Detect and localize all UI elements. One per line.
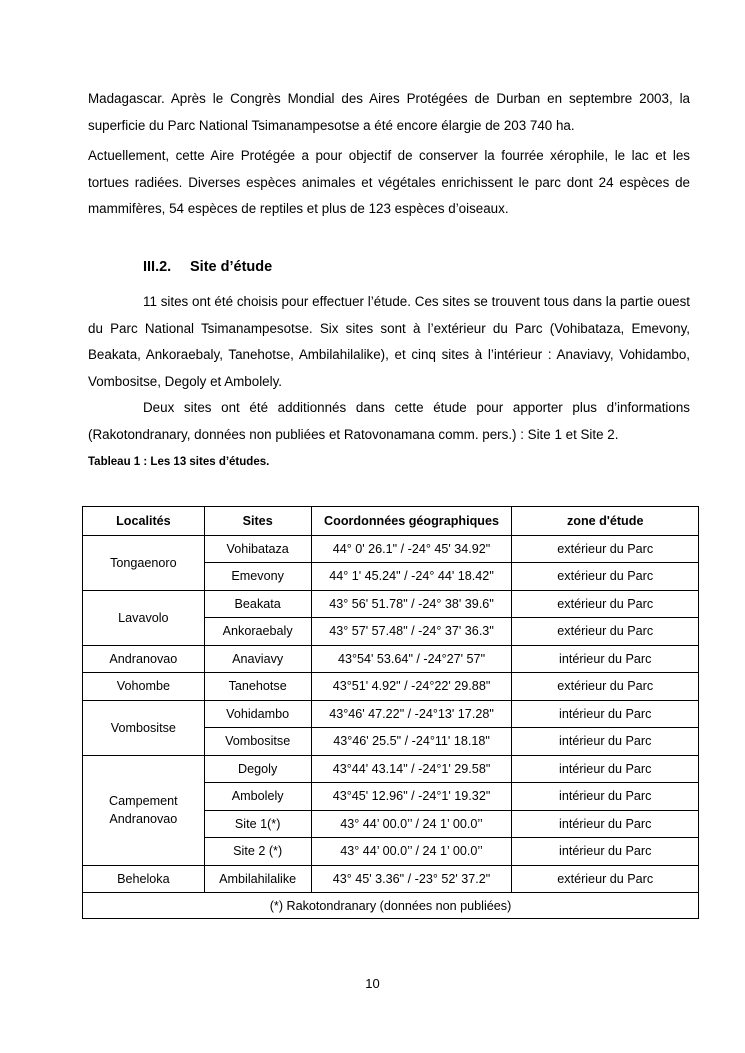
locality-cell: Beheloka [83, 865, 205, 893]
zone-cell: intérieur du Parc [512, 810, 699, 838]
header-sites: Sites [204, 507, 311, 536]
zone-cell: extérieur du Parc [512, 563, 699, 591]
locality-cell: Lavavolo [83, 590, 205, 645]
section-number: III.2. [143, 259, 172, 275]
paragraph-intro-continuation: Madagascar. Après le Congrès Mondial des Aires Protégées de Durban en septembre 2003, la superficie du Parc National Tsimanampesotse a été encore élargie de 203 740 ha. [88, 91, 690, 133]
table-footnote-row [83, 893, 699, 919]
coords-cell: 44° 1' 45.24" / -24° 44' 18.42" [311, 563, 512, 591]
table-row [83, 755, 699, 783]
locality-line: Andranovao [109, 812, 178, 826]
zone-cell: intérieur du Parc [512, 838, 699, 866]
coords-cell: 43°51' 4.92" / -24°22' 29.88" [311, 673, 512, 701]
locality-cell: Vombositse [83, 700, 205, 755]
coords-cell: 43°46' 25.5" / -24°11' 18.18" [311, 728, 512, 756]
coords-cell: 43°46' 47.22" / -24°13' 17.28" [311, 700, 512, 728]
site-cell: Degoly [204, 755, 311, 783]
site-cell: Ankoraebaly [204, 618, 311, 646]
table-row [83, 673, 699, 701]
table-row [83, 535, 699, 563]
table-row [83, 700, 699, 728]
locality-cell: Tongaenoro [83, 535, 205, 590]
zone-cell: extérieur du Parc [512, 535, 699, 563]
table-row [83, 865, 699, 893]
table-row [83, 645, 699, 673]
coords-cell: 43°44' 43.14" / -24°1' 29.58" [311, 755, 512, 783]
paragraph-objectives: Actuellement, cette Aire Protégée a pour objectif de conserver la fourrée xérophile, le lac et les tortues radiées. Diverses espèces animales et végétales enrichissent le parc dont 24 espèces de mammifères, 54 espèces de reptiles et plus de 123 espèces d’oiseaux. [88, 148, 690, 216]
table-row [83, 590, 699, 618]
site-cell: Vohidambo [204, 700, 311, 728]
table-header-row [83, 507, 699, 536]
header-coordinates: Coordonnées géographiques [311, 507, 512, 536]
paragraph-site-selection: 11 sites ont été choisis pour effectuer l’étude. Ces sites se trouvent tous dans la partie ouest du Parc National Tsimanampesotse. Six sites sont à l’extérieur du Parc (Vohibataza, Emevony, Beakata, Ankoraebaly, Tanehotse, Ambilahilalike), et cinq sites à l’intérieur : Anaviavy, Vohidambo, Vombositse, Degoly et Ambolely. [88, 294, 690, 389]
zone-cell: extérieur du Parc [512, 618, 699, 646]
site-cell: Vohibataza [204, 535, 311, 563]
header-localites: Localités [83, 507, 205, 536]
sites-table [82, 506, 699, 919]
table-footnote: (*) Rakotondranary (données non publiées) [83, 893, 699, 919]
zone-cell: intérieur du Parc [512, 645, 699, 673]
coords-cell: 43° 56' 51.78" / -24° 38' 39.6" [311, 590, 512, 618]
locality-cell [83, 755, 205, 865]
locality-cell: Andranovao [83, 645, 205, 673]
locality-line: Campement [109, 794, 178, 808]
site-cell: Ambilahilalike [204, 865, 311, 893]
site-cell: Tanehotse [204, 673, 311, 701]
page-number: 10 [365, 976, 380, 991]
coords-cell: 43°54' 53.64" / -24°27' 57" [311, 645, 512, 673]
site-cell: Anaviavy [204, 645, 311, 673]
site-cell: Emevony [204, 563, 311, 591]
coords-cell: 43° 57' 57.48" / -24° 37' 36.3" [311, 618, 512, 646]
table-caption: Tableau 1 : Les 13 sites d’études. [88, 456, 270, 468]
paragraph-added-sites: Deux sites ont été additionnés dans cette étude pour apporter plus d’informations (Rakotondranary, données non publiées et Ratovonamana comm. pers.) : Site 1 et Site 2. [88, 400, 690, 442]
site-cell: Ambolely [204, 783, 311, 811]
site-cell: Beakata [204, 590, 311, 618]
zone-cell: intérieur du Parc [512, 755, 699, 783]
coords-cell: 43° 44’ 00.0’’ / 24 1’ 00.0’’ [311, 810, 512, 838]
zone-cell: extérieur du Parc [512, 590, 699, 618]
section-heading [143, 259, 272, 275]
section-title: Site d’étude [190, 259, 273, 275]
coords-cell: 43° 45' 3.36" / -23° 52' 37.2" [311, 865, 512, 893]
site-cell: Vombositse [204, 728, 311, 756]
coords-cell: 44° 0' 26.1" / -24° 45' 34.92" [311, 535, 512, 563]
zone-cell: extérieur du Parc [512, 865, 699, 893]
coords-cell: 43°45' 12.96" / -24°1' 19.32" [311, 783, 512, 811]
site-cell: Site 2 (*) [204, 838, 311, 866]
header-zone: zone d'étude [512, 507, 699, 536]
zone-cell: intérieur du Parc [512, 700, 699, 728]
locality-cell: Vohombe [83, 673, 205, 701]
coords-cell: 43° 44’ 00.0’’ / 24 1’ 00.0’’ [311, 838, 512, 866]
site-cell: Site 1(*) [204, 810, 311, 838]
zone-cell: extérieur du Parc [512, 673, 699, 701]
zone-cell: intérieur du Parc [512, 728, 699, 756]
zone-cell: intérieur du Parc [512, 783, 699, 811]
